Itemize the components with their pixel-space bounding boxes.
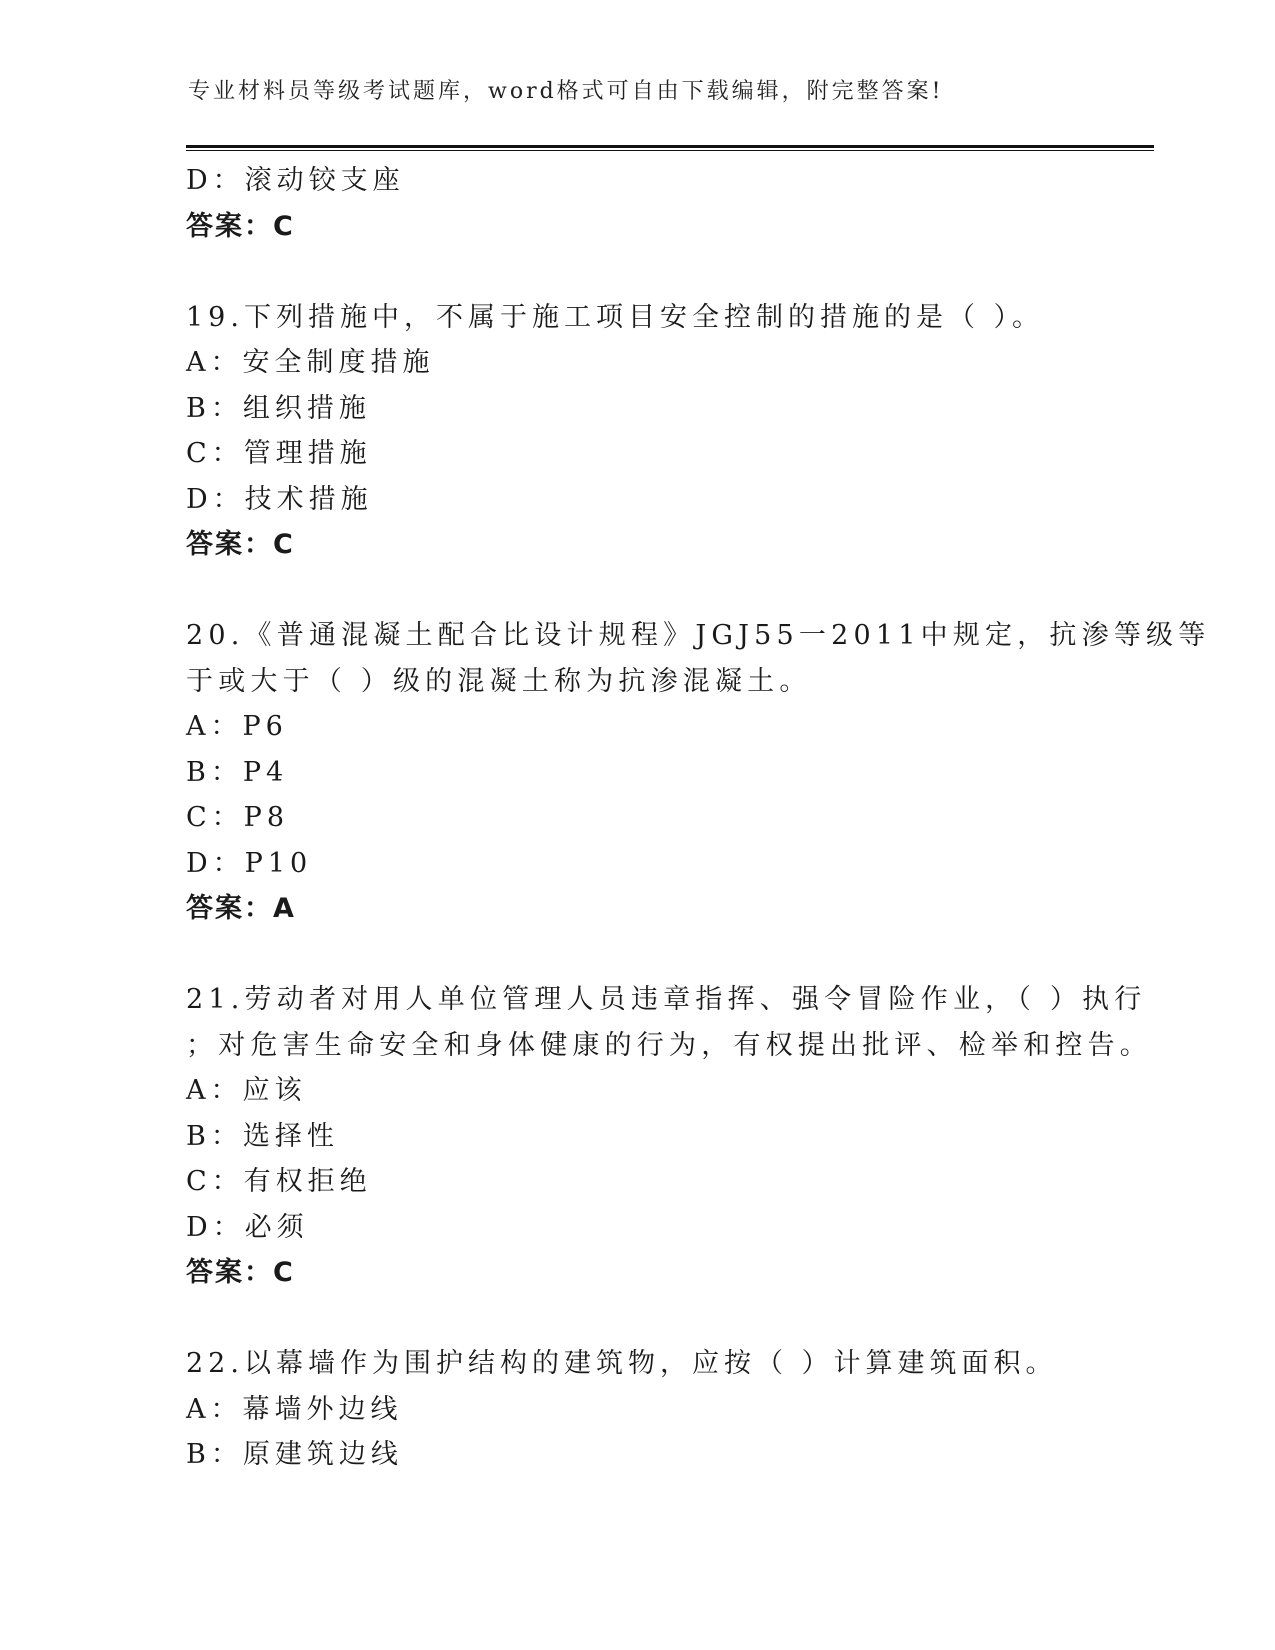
- option-d: D：P10: [186, 847, 313, 879]
- question-19: [186, 295, 1086, 568]
- option-c: C：P8: [186, 802, 290, 833]
- spacer: [186, 568, 1086, 614]
- question-stem-line-2: 于或大于（ ）级的混凝土称为抗渗混凝土。: [186, 665, 812, 697]
- option-b: B：选择性: [186, 1120, 339, 1152]
- option-a: A：安全制度措施: [186, 347, 435, 378]
- question-stem-line-2: ；对危害生命安全和身体健康的行为，有权提出批评、检举和控告。: [186, 1029, 1152, 1061]
- option-c: C：管理措施: [186, 438, 372, 469]
- spacer: [186, 249, 1086, 295]
- option-a: A：P6: [186, 711, 288, 742]
- question-22: [186, 1341, 1086, 1478]
- option-d: D：必须: [186, 1211, 309, 1243]
- option-b: B：P4: [186, 756, 289, 788]
- question-21: [186, 977, 1152, 1296]
- answer: 答案：C: [186, 529, 295, 560]
- question-stem: 22.以幕墙作为围护结构的建筑物，应按（ ）计算建筑面积。: [186, 1348, 1058, 1379]
- answer: 答案：C: [186, 1257, 295, 1288]
- question-stem: 19.下列措施中，不属于施工项目安全控制的措施的是（ ）。: [186, 301, 1045, 333]
- option-d: D：滚动铰支座: [186, 165, 405, 196]
- option-a: A：幕墙外边线: [186, 1393, 403, 1425]
- option-a: A：应该: [186, 1075, 307, 1106]
- option-b: B：原建筑边线: [186, 1439, 403, 1470]
- spacer: [186, 932, 1086, 978]
- question-content: [186, 158, 1211, 1478]
- question-20: [186, 613, 1211, 932]
- header-rule-thin: [186, 150, 1154, 151]
- header-rule-thick: [186, 145, 1154, 148]
- page-header: 专业材料员等级考试题库，word格式可自由下载编辑，附完整答案!: [188, 79, 944, 104]
- option-c: C：有权拒绝: [186, 1166, 372, 1197]
- answer: 答案：A: [186, 893, 296, 924]
- answer: 答案：C: [186, 210, 295, 242]
- spacer: [186, 1296, 1086, 1342]
- option-b: B：组织措施: [186, 392, 371, 424]
- option-d: D：技术措施: [186, 483, 373, 515]
- question-stem-line-1: 20.《普通混凝土配合比设计规程》JGJ55一2011中规定，抗渗等级等: [186, 620, 1211, 651]
- question-stem-line-1: 21.劳动者对用人单位管理人员违章指挥、强令冒险作业，（ ）执行: [186, 984, 1147, 1015]
